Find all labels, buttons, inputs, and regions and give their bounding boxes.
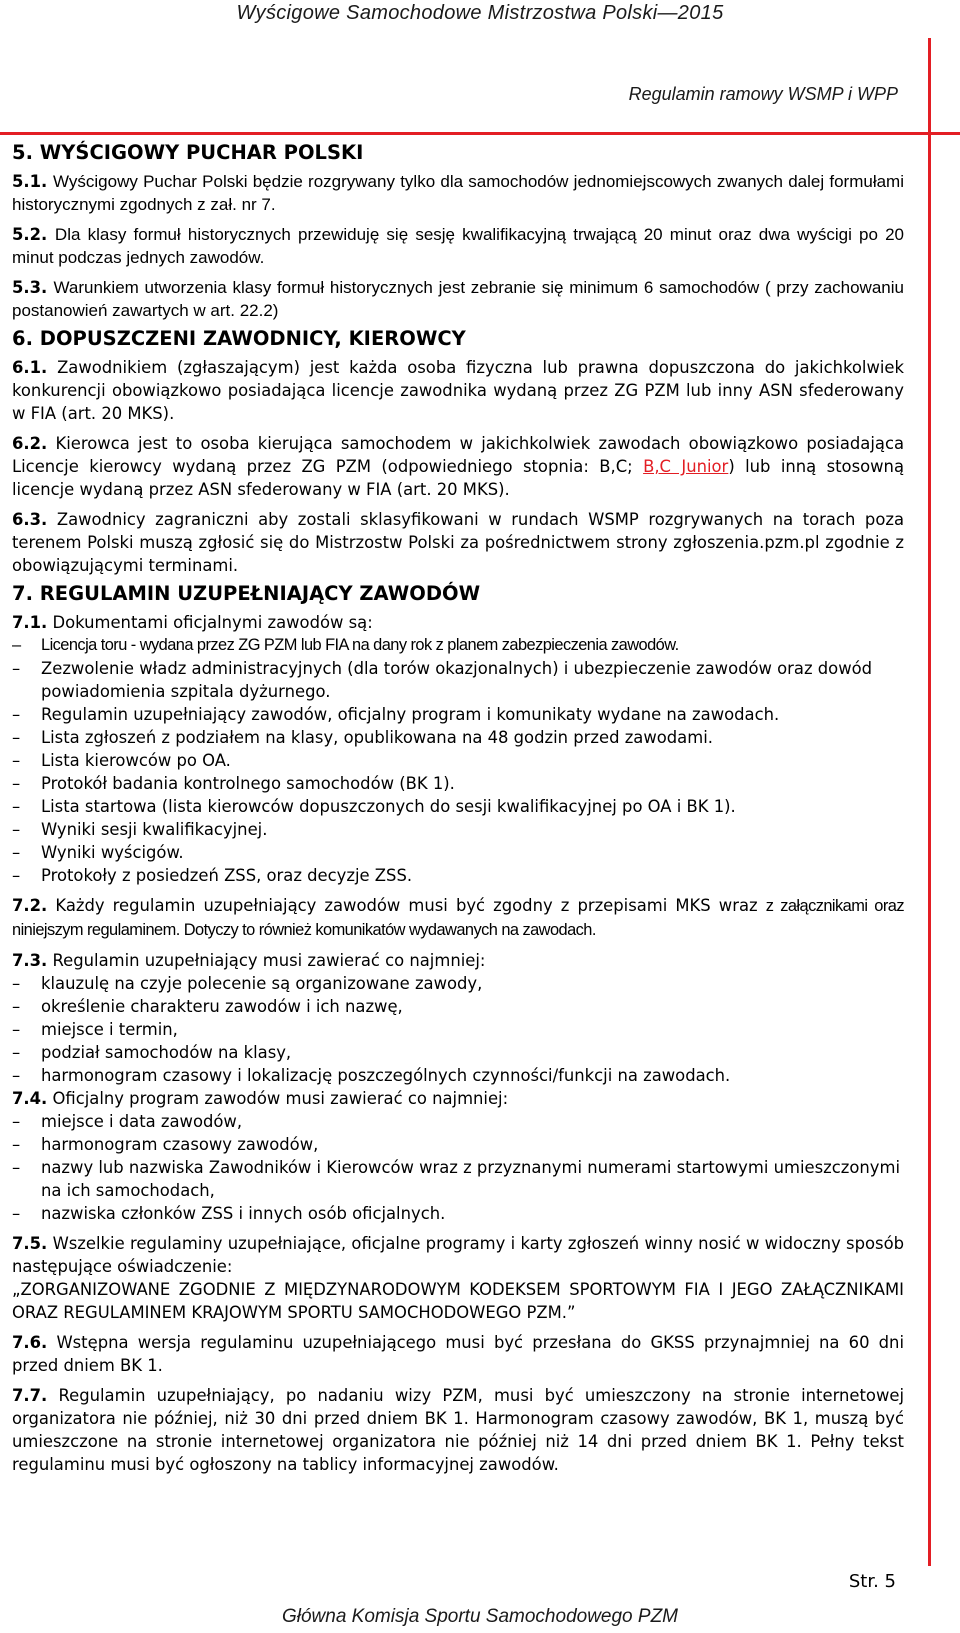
- section-5-heading: 5. WYŚCIGOWY PUCHAR POLSKI: [12, 141, 364, 164]
- list-item: – Wyniki wyścigów.: [12, 841, 904, 864]
- paragraph-number: 7.3.: [12, 951, 48, 970]
- paragraph-7-7: [12, 1384, 904, 1476]
- list-item: – Lista zgłoszeń z podziałem na klasy, opublikowana na 48 godzin przed zawodami.: [12, 726, 904, 749]
- paragraph-7-6: [12, 1331, 904, 1377]
- paragraph-number: 7.2.: [12, 896, 48, 915]
- list-item: – klauzulę na czyje polecenie są organizowane zawody,: [12, 972, 904, 995]
- section-7-heading: 7. REGULAMIN UZUPEŁNIAJĄCY ZAWODÓW: [12, 582, 481, 605]
- paragraph-6-3: [12, 508, 904, 577]
- paragraph-text: ) lub inną stosowną licencje wydaną przez ASN sfederowany w FIA (art. 20 MKS).: [12, 457, 904, 499]
- paragraph-5-2: [12, 223, 904, 269]
- list-item: – określenie charakteru zawodów i ich nazwę,: [12, 995, 904, 1018]
- paragraph-text: Warunkiem utworzenia klasy formuł historycznych jest zebranie się minimum 6 samochodów ( przy zachowaniu postanowień zawartych w art. 22.2): [12, 278, 904, 320]
- paragraph-7-4: [12, 1087, 904, 1110]
- paragraph-text: Wyścigowy Puchar Polski będzie rozgrywany tylko dla samochodów jednomiejscowych zwanych dalej formułami historycznymi zgodnych z zał. nr 7.: [12, 172, 904, 214]
- paragraph-6-2: [12, 432, 904, 501]
- page-number: Str. 5: [848, 1571, 896, 1592]
- paragraph-7-5: [12, 1232, 904, 1278]
- paragraph-5-1: [12, 170, 904, 216]
- header-subtitle: Regulamin ramowy WSMP i WPP: [628, 84, 898, 104]
- paragraph-number: 5.2.: [12, 225, 48, 244]
- list-item: – Protokoły z posiedzeń ZSS, oraz decyzje ZSS.: [12, 864, 904, 887]
- paragraph-5-3: [12, 276, 904, 322]
- paragraph-number: 6.1.: [12, 358, 48, 377]
- paragraph-number: 5.1.: [12, 172, 48, 191]
- paragraph-text: Wszelkie regulaminy uzupełniające, oficjalne programy i karty zgłoszeń winny nosić w widoczny sposób następujące oświadczenie:: [12, 1234, 905, 1276]
- list-item: – Regulamin uzupełniający zawodów, oficjalny program i komunikaty wydane na zawodach.: [12, 703, 904, 726]
- official-documents-list: [12, 634, 904, 887]
- paragraph-number: 7.4.: [12, 1089, 48, 1108]
- paragraph-text: Kierowca jest to osoba kierująca samochodem w jakichkolwiek zawodach obowiązkowo posiadająca Licencje kierowcy wydaną przez ZG PZM (odpowiedniego stopnia: B,C;: [12, 434, 904, 476]
- paragraph-number: 7.7.: [12, 1386, 48, 1405]
- required-contents-list: [12, 972, 904, 1087]
- list-item: – Zezwolenie władz administracyjnych (dla torów okazjonalnych) i ubezpieczenie zawodów oraz dowód powiadomienia szpitala dyżurnego.: [12, 657, 904, 703]
- section-6-heading: 6. DOPUSZCZENI ZAWODNICY, KIEROWCY: [12, 327, 466, 350]
- paragraph-text: Zawodnikiem (zgłaszającym) jest każda osoba fizyczna lub prawna dopuszczona do jakichkolwiek konkurencji obowiązkowo posiadająca licencje zawodnika wydaną przez ZG PZM lub inny ASN sfederowany w FIA (art. 20 MKS).: [12, 358, 904, 423]
- paragraph-number: 7.6.: [12, 1333, 48, 1352]
- licence-link[interactable]: B,C Junior: [643, 457, 729, 476]
- statement-quote: „ZORGANIZOWANE ZGODNIE Z MIĘDZYNARODOWYM KODEKSEM SPORTOWYM FIA I JEGO ZAŁĄCZNIKAMI ORAZ REGULAMINEM KRAJOWYM SPORTU SAMOCHODOWEGO PZM.”: [12, 1280, 904, 1322]
- paragraph-text: Regulamin uzupełniający musi zawierać co najmniej:: [52, 951, 486, 970]
- paragraph-6-1: [12, 356, 904, 425]
- list-item: – miejsce i data zawodów,: [12, 1110, 904, 1133]
- paragraph-text: Dla klasy formuł historycznych przewiduję się sesję kwalifikacyjną trwającą 20 minut oraz dwa wyścigi po 20 minut podczas jednych zawodów.: [12, 225, 905, 267]
- paragraph-number: 7.5.: [12, 1234, 48, 1253]
- paragraph-text: Dokumentami oficjalnymi zawodów są:: [52, 613, 373, 632]
- paragraph-text-continued: z załącznikami oraz niniejszym regulaminem. Dotyczy to również komunikatów wydawanych na zawodach.: [12, 897, 904, 939]
- red-vertical-rule: [928, 38, 931, 1566]
- list-item: – harmonogram czasowy i lokalizację poszczególnych czynności/funkcji na zawodach.: [12, 1064, 904, 1087]
- paragraph-text: Wstępna wersja regulaminu uzupełniającego musi być przesłana do GKSS przynajmniej na 60 dni przed dniem BK 1.: [12, 1333, 905, 1375]
- footer-organization: Główna Komisja Sportu Samochodowego PZM: [281, 1606, 679, 1627]
- list-item: – miejsce i termin,: [12, 1018, 904, 1041]
- paragraph-text: Oficjalny program zawodów musi zawierać co najmniej:: [52, 1089, 509, 1108]
- paragraph-number: 7.1.: [12, 613, 48, 632]
- list-item: – Licencja toru - wydana przez ZG PZM lub FIA na dany rok z planem zabezpieczenia zawodów.: [12, 634, 904, 657]
- list-item: – nazwy lub nazwiska Zawodników i Kierowców wraz z przyznanymi numerami startowymi umieszczonymi na ich samochodach,: [12, 1156, 904, 1202]
- list-item: – Lista startowa (lista kierowców dopuszczonych do sesji kwalifikacyjnej po OA i BK 1).: [12, 795, 904, 818]
- paragraph-text: Regulamin uzupełniający, po nadaniu wizy PZM, musi być umieszczony na stronie internetowej organizatora nie później, niż 30 dni przed dniem BK 1. Harmonogram czasowy zawodów, BK 1, muszą być umieszczone na stronie internetowej organizatora nie później niż 14 dni przed dniem BK 1. Pełny tekst regulaminu musi być ogłoszony na tablicy informacyjnej zawodów.: [12, 1386, 904, 1474]
- header-title: Wyścigowe Samochodowe Mistrzostwa Polski—2015: [236, 2, 724, 24]
- paragraph-text: Zawodnicy zagraniczni aby zostali sklasyfikowani w rundach WSMP rozgrywanych na torach poza terenem Polski muszą zgłosić się do Mistrzostw Polski za pośrednictwem strony zgłoszenia.pzm.pl zgodnie z obowiązującymi terminami.: [12, 510, 904, 575]
- list-item: – nazwiska członków ZSS i innych osób oficjalnych.: [12, 1202, 904, 1225]
- paragraph-7-1: [12, 611, 904, 634]
- document-body: [12, 140, 904, 1476]
- paragraph-7-2: [12, 894, 904, 942]
- paragraph-number: 5.3.: [12, 278, 48, 297]
- list-item: – podział samochodów na klasy,: [12, 1041, 904, 1064]
- list-item: – Protokół badania kontrolnego samochodów (BK 1).: [12, 772, 904, 795]
- list-item: – Wyniki sesji kwalifikacyjnej.: [12, 818, 904, 841]
- list-item: – harmonogram czasowy zawodów,: [12, 1133, 904, 1156]
- program-contents-list: [12, 1110, 904, 1225]
- red-horizontal-rule: [0, 132, 960, 135]
- paragraph-text: Każdy regulamin uzupełniający zawodów musi być zgodny z przepisami MKS wraz: [55, 896, 758, 915]
- paragraph-7-3: [12, 949, 904, 972]
- paragraph-number: 6.2.: [12, 434, 48, 453]
- list-item: – Lista kierowców po OA.: [12, 749, 904, 772]
- paragraph-number: 6.3.: [12, 510, 48, 529]
